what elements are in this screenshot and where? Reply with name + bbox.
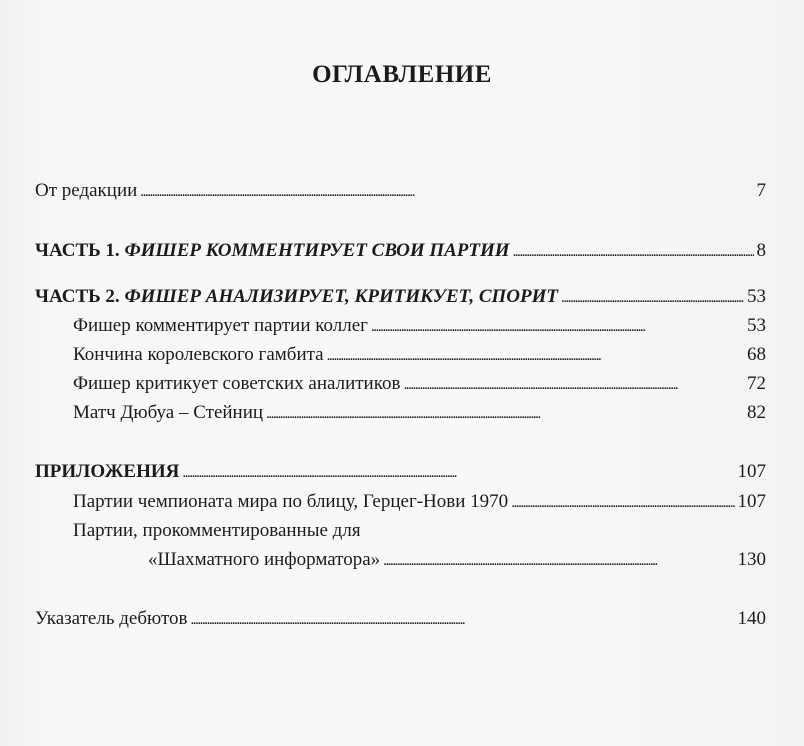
toc-page-number: 140: [737, 608, 766, 629]
toc-entry-label: Кончина королевского гамбита: [73, 344, 324, 365]
toc-entry-label: От редакции: [35, 180, 138, 201]
toc-entry-index[interactable]: [35, 607, 766, 632]
toc-entry-label: «Шахматного информатора»: [148, 549, 381, 570]
toc-subentry-line2[interactable]: [148, 548, 766, 573]
dot-leader: [511, 490, 734, 515]
toc-page-number: 7: [756, 180, 766, 201]
toc-entry-label: [35, 285, 558, 309]
toc-page-number: 82: [747, 402, 766, 423]
toc-subentry[interactable]: [73, 401, 766, 426]
toc-page-number: 72: [747, 373, 766, 394]
toc-page-number: 68: [747, 344, 766, 365]
dot-leader: [371, 314, 744, 339]
toc-subentry[interactable]: [73, 343, 766, 368]
dot-leader: [513, 239, 754, 264]
page-title: ОГЛАВЛЕНИЕ: [312, 61, 492, 88]
toc-entry-label: Партии чемпионата мира по блицу, Герцег-Нови 1970: [73, 491, 509, 512]
dot-leader: [561, 285, 744, 310]
toc-page-number: 8: [756, 240, 766, 261]
toc-page-number: 53: [747, 315, 766, 336]
toc-page-number: 53: [747, 286, 766, 307]
part-number: ЧАСТЬ 1.: [35, 240, 120, 261]
toc-subentry[interactable]: [73, 490, 766, 515]
dot-leader: [140, 179, 753, 204]
dot-leader: [182, 460, 734, 485]
toc-entry-editorial[interactable]: [35, 179, 766, 204]
toc-entry-appendix[interactable]: [35, 460, 766, 485]
toc-entry-part-1[interactable]: [35, 239, 766, 264]
toc-entry-label: [35, 239, 510, 263]
dot-leader: [403, 372, 744, 397]
toc-entry-label: ПРИЛОЖЕНИЯ: [35, 461, 180, 482]
dot-leader: [327, 343, 744, 368]
toc-entry-part-2[interactable]: [35, 285, 766, 310]
toc-subentry[interactable]: [73, 372, 766, 397]
part-title: ФИШЕР АНАЛИЗИРУЕТ, КРИТИКУЕТ, СПОРИТ: [124, 286, 558, 307]
part-title: ФИШЕР КОММЕНТИРУЕТ СВОИ ПАРТИИ: [124, 240, 510, 261]
toc-entry-label: Указатель дебютов: [35, 608, 188, 629]
toc-page-number: 107: [737, 491, 766, 512]
toc-subentry-line1[interactable]: [73, 519, 766, 543]
toc-page-number: 107: [737, 461, 766, 482]
part-number: ЧАСТЬ 2.: [35, 286, 120, 307]
toc-entry-label: Матч Дюбуа – Стейниц: [73, 402, 264, 423]
toc-subentry[interactable]: [73, 314, 766, 339]
dot-leader: [383, 548, 734, 573]
toc-page-number: 130: [737, 549, 766, 570]
dot-leader: [190, 607, 734, 632]
toc-entry-label: Партии, прокомментированные для: [73, 520, 361, 541]
dot-leader: [266, 401, 744, 426]
toc-entry-label: Фишер комментирует партии коллег: [73, 315, 368, 336]
toc-entry-label: Фишер критикует советских аналитиков: [73, 373, 401, 394]
